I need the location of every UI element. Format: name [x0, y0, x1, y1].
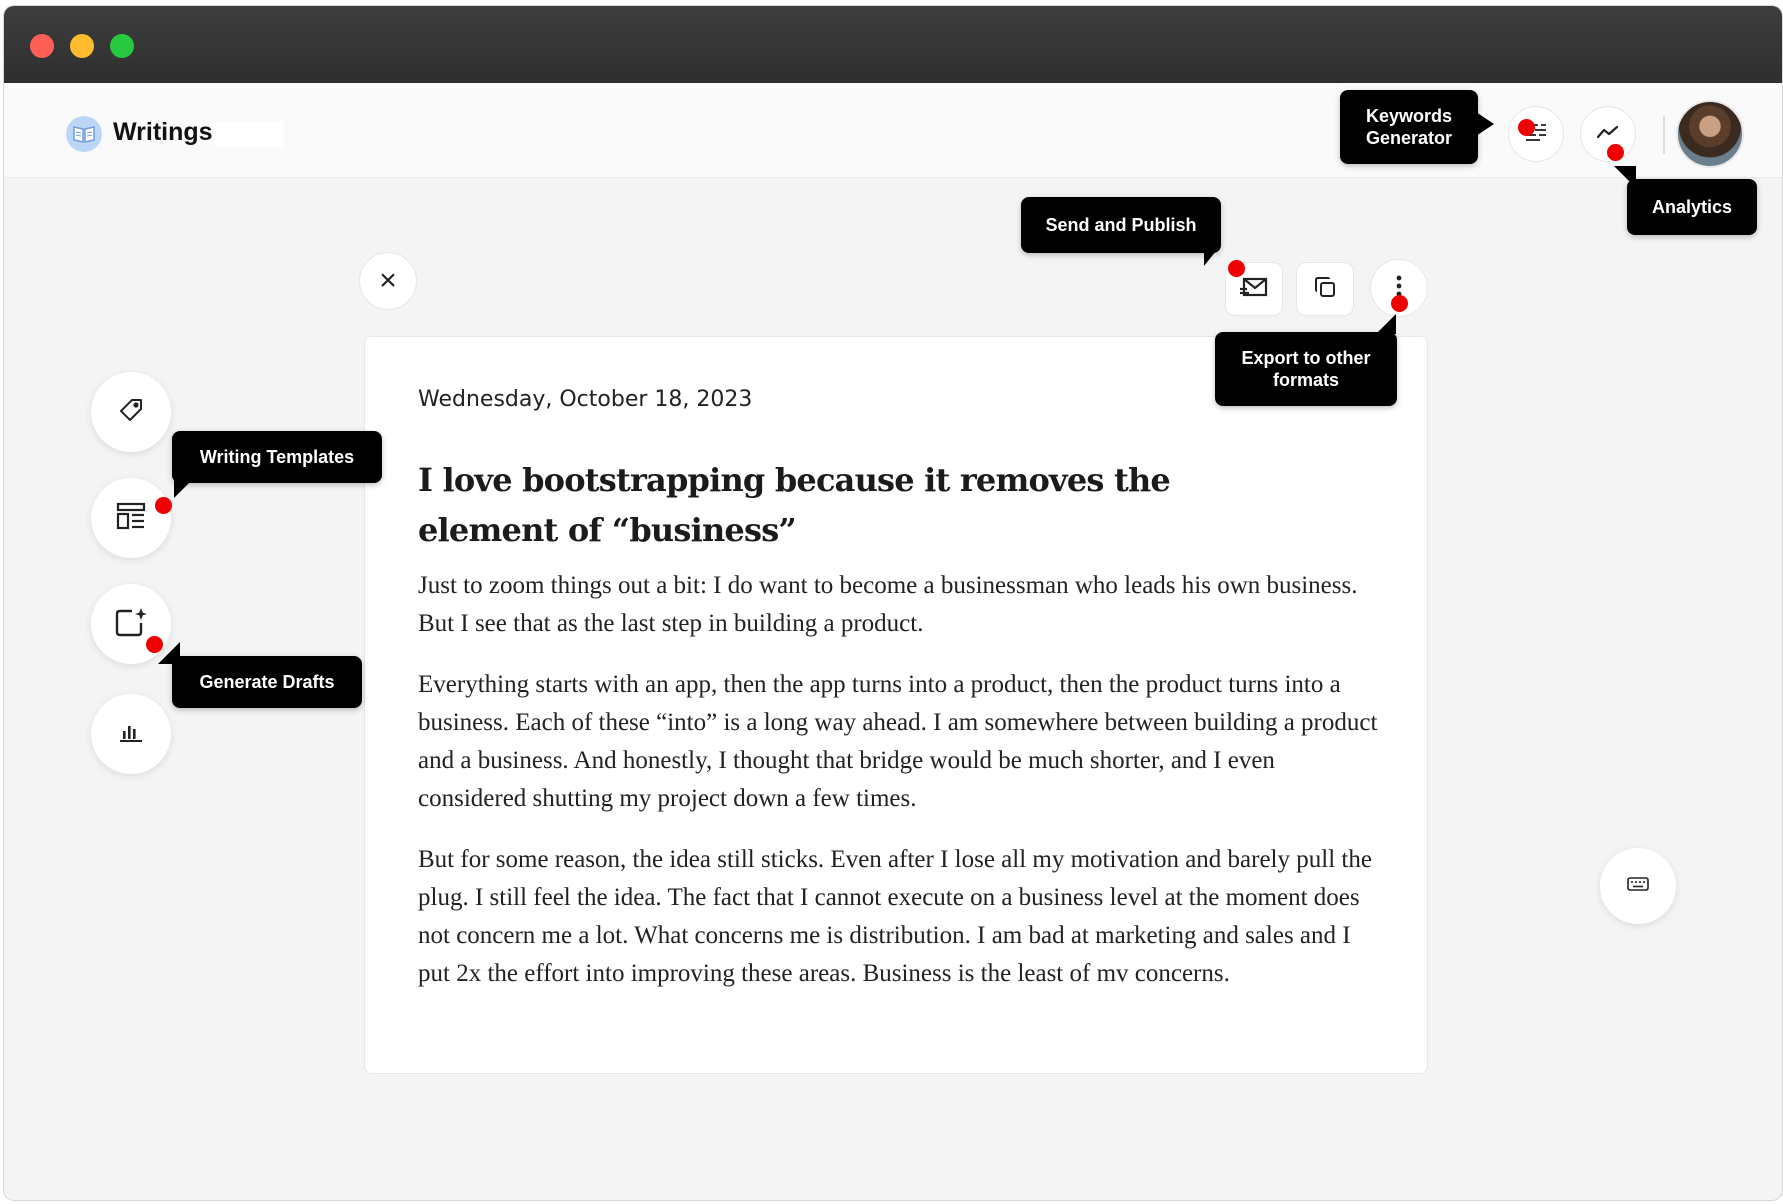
tooltip-keywords-generator: Keywords Generator	[1340, 90, 1478, 164]
copy-icon	[1313, 275, 1337, 304]
app-name: Writings	[113, 118, 213, 146]
minimize-window-button[interactable]	[70, 34, 94, 58]
keyboard-icon	[1627, 877, 1649, 896]
book-logo-icon	[66, 116, 102, 152]
hotspot-marker	[1228, 260, 1245, 277]
tooltip-export: Export to other formats	[1215, 332, 1397, 406]
copy-button[interactable]	[1296, 262, 1354, 316]
sidebar-item-tags[interactable]	[91, 372, 171, 452]
app-name-background	[214, 121, 284, 147]
tooltip-tail	[1376, 314, 1396, 334]
app-window	[4, 6, 1782, 1200]
hotspot-marker	[1607, 144, 1624, 161]
tooltip-analytics: Analytics	[1627, 179, 1757, 235]
tooltip-writing-templates: Writing Templates	[172, 431, 382, 483]
hotspot-marker	[146, 636, 163, 653]
close-editor-button[interactable]	[359, 252, 417, 310]
close-icon: ×	[379, 264, 397, 297]
paragraph[interactable]: Just to zoom things out a bit: I do want to become a businessman who leads his own business. But I see that as the last step in building a product.	[418, 572, 1358, 637]
generate-icon	[114, 606, 148, 643]
template-icon	[116, 502, 146, 535]
maximize-window-button[interactable]	[110, 34, 134, 58]
trend-icon	[1596, 124, 1620, 145]
sidebar-item-templates[interactable]	[91, 478, 171, 558]
paragraph[interactable]: Everything starts with an app, then the app turns into a product, then the product turns into a business. Each of these “into” is a long way ahead. I am somewhere between building a product and a business. And honestly, I thought that bridge would be much shorter, and I even considered shutting my project down a few times.	[418, 671, 1378, 812]
hotspot-marker	[1518, 119, 1535, 136]
keywords-generator-button[interactable]	[1508, 106, 1564, 162]
document-date: Wednesday, October 18, 2023	[418, 387, 753, 412]
document-body[interactable]	[418, 567, 1388, 1016]
hotspot-marker	[1391, 295, 1408, 312]
close-window-button[interactable]	[30, 34, 54, 58]
tag-icon	[118, 397, 144, 428]
document-title[interactable]: I love bootstrapping because it removes the element of “business”	[418, 461, 1170, 549]
tooltip-tail	[1614, 166, 1636, 188]
chart-icon	[119, 721, 143, 748]
tooltip-tail	[1476, 112, 1494, 136]
sidebar-item-stats[interactable]	[91, 694, 171, 774]
tooltip-generate-drafts: Generate Drafts	[172, 656, 362, 708]
header-divider	[1663, 116, 1665, 154]
user-avatar[interactable]	[1676, 100, 1744, 168]
paragraph[interactable]: But for some reason, the idea still sticks. Even after I lose all my motivation and barely pull the plug. I still feel the idea. The fact that I cannot execute on a business level at the moment does not concern me a lot. What concerns me is distribution. I am bad at marketing and sales and I put 2x the effort into improving these areas. Business is the least of mv concerns.	[418, 846, 1372, 987]
hotspot-marker	[155, 497, 172, 514]
tooltip-send-publish: Send and Publish	[1021, 197, 1221, 253]
title-bar	[4, 6, 1782, 83]
keyboard-shortcuts-button[interactable]	[1600, 848, 1676, 924]
send-mail-icon	[1240, 276, 1268, 303]
tooltip-tail	[174, 476, 196, 498]
document-card	[364, 336, 1428, 1074]
tooltip-tail	[1204, 246, 1220, 266]
